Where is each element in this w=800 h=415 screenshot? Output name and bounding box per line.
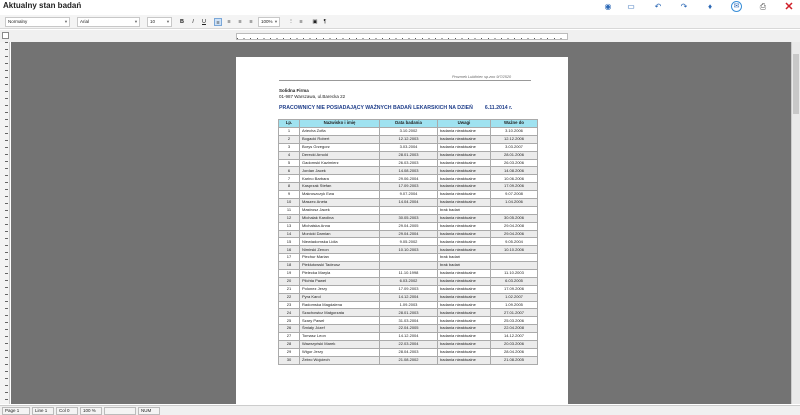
scrollbar-thumb[interactable] <box>793 54 799 114</box>
page-icon[interactable]: ▭ <box>627 2 635 11</box>
cell-notes: badania nieaktualne <box>438 285 491 293</box>
cell-notes: badania nieaktualne <box>438 159 491 167</box>
table-row <box>279 206 538 214</box>
cell-date: 6.03.2002 <box>380 277 438 285</box>
cell-valid-until: 10.10.2006 <box>491 246 538 254</box>
close-icon[interactable]: ✕ <box>784 1 794 13</box>
cell-lp: 20 <box>279 277 300 285</box>
insert-object-icon[interactable]: ▣ <box>312 19 318 25</box>
vertical-scrollbar[interactable] <box>791 42 800 404</box>
cell-date: 12.12.2003 <box>380 135 438 143</box>
tab-stop-selector[interactable] <box>2 32 9 39</box>
cell-valid-until: 14.12.2007 <box>491 333 538 341</box>
cell-date: 1.09.2003 <box>380 301 438 309</box>
cell-name: Tomasz Leon <box>300 333 380 341</box>
header-stamp: Prozmek Lubliniec sp.zoo 9/7/2520 <box>452 75 512 79</box>
cell-valid-until <box>491 254 538 262</box>
cell-date <box>380 254 438 262</box>
cell-lp: 19 <box>279 270 300 278</box>
undo-icon[interactable]: ↶ <box>654 2 662 11</box>
redo-icon[interactable]: ↷ <box>680 2 688 11</box>
cell-valid-until: 26.03.2006 <box>491 159 538 167</box>
cell-notes: badania nieaktualne <box>438 301 491 309</box>
italic-button[interactable]: I <box>192 19 194 25</box>
table-row <box>279 293 538 301</box>
table-row <box>279 262 538 270</box>
cell-valid-until: 9.05.2004 <box>491 238 538 246</box>
underline-button[interactable]: U <box>202 19 206 25</box>
cell-lp: 17 <box>279 254 300 262</box>
cell-date: 3.03.2004 <box>380 143 438 151</box>
cell-notes: badania nieaktualne <box>438 230 491 238</box>
cell-date: 10.10.2003 <box>380 246 438 254</box>
cell-lp: 24 <box>279 309 300 317</box>
cell-valid-until <box>491 262 538 270</box>
zoom-select[interactable] <box>258 17 280 27</box>
table-row <box>279 135 538 143</box>
pilcrow-icon[interactable]: ¶ <box>323 19 327 25</box>
heading-date: 6.11.2014 r. <box>484 105 513 111</box>
cell-lp: 21 <box>279 285 300 293</box>
vertical-ruler <box>0 42 10 404</box>
print-icon[interactable]: ⎙ <box>759 2 767 11</box>
cell-notes: badania nieaktualne <box>438 317 491 325</box>
cell-notes: badania nieaktualne <box>438 277 491 285</box>
cell-notes: badania nieaktualne <box>438 222 491 230</box>
cell-name: Pyra Karol <box>300 293 380 301</box>
cell-name: Gadomski Kazimierz <box>300 159 380 167</box>
font-size-select[interactable] <box>147 17 172 27</box>
mail-icon[interactable]: ✉ <box>731 1 742 12</box>
cell-date: 14.12.2004 <box>380 293 438 301</box>
cell-name: Szachowicz Małgorzata <box>300 309 380 317</box>
cell-date: 22.03.2004 <box>380 341 438 349</box>
table-row <box>279 151 538 159</box>
font-value: Arial <box>80 19 90 24</box>
table-row <box>279 238 538 246</box>
cell-lp: 15 <box>279 238 300 246</box>
cell-notes: badania nieaktualne <box>438 175 491 183</box>
cell-notes: badania nieaktualne <box>438 270 491 278</box>
table-row <box>279 270 538 278</box>
cell-date: 14.04.2004 <box>380 199 438 207</box>
status-blank <box>104 407 136 415</box>
status-num: NUM <box>138 407 160 415</box>
status-line: Line 1 <box>32 407 54 415</box>
cell-name: Derecki Arnold <box>300 151 380 159</box>
cell-valid-until: 28.01.2006 <box>491 151 538 159</box>
cell-notes: badania nieaktualne <box>438 143 491 151</box>
chevron-down-icon: ▼ <box>64 19 68 24</box>
cell-valid-until: 1.09.2005 <box>491 301 538 309</box>
company-block <box>279 88 345 99</box>
cell-lp: 16 <box>279 246 300 254</box>
cell-notes: brak badań <box>438 254 491 262</box>
cell-name: Karino Barbara <box>300 175 380 183</box>
cell-date: 11.10.1998 <box>380 270 438 278</box>
table-row <box>279 325 538 333</box>
cell-name: Nimirski Zenon <box>300 246 380 254</box>
cell-lp: 7 <box>279 175 300 183</box>
style-value: Normalny <box>8 19 28 24</box>
cell-name: Piechur Marian <box>300 254 380 262</box>
cell-notes: badania nieaktualne <box>438 348 491 356</box>
status-col: Col 0 <box>56 407 78 415</box>
zoom-value: 100% <box>261 19 273 24</box>
cell-date: 17.09.2003 <box>380 183 438 191</box>
cell-name: Pilchta Paweł <box>300 277 380 285</box>
cell-name: Michalak Karolina <box>300 214 380 222</box>
table-row <box>279 159 538 167</box>
cell-valid-until: 25.03.2006 <box>491 317 538 325</box>
cell-name: Makroszczyk Ewa <box>300 191 380 199</box>
cell-lp: 6 <box>279 167 300 175</box>
table-row <box>279 143 538 151</box>
table-row <box>279 230 538 238</box>
cell-valid-until: 22.04.2008 <box>491 325 538 333</box>
status-bar <box>0 405 800 415</box>
cell-lp: 25 <box>279 317 300 325</box>
cell-lp: 10 <box>279 199 300 207</box>
style-select[interactable] <box>5 17 70 27</box>
column-header-name: Nazwisko i imię <box>300 120 380 128</box>
cell-valid-until: 3.10.2006 <box>491 128 538 136</box>
cell-valid-until: 1.02.2007 <box>491 293 538 301</box>
cell-notes: badania nieaktualne <box>438 293 491 301</box>
cell-valid-until: 3.03.2007 <box>491 143 538 151</box>
cell-name: Borys Grzegorz <box>300 143 380 151</box>
table-row <box>279 167 538 175</box>
cell-valid-until <box>491 206 538 214</box>
table-row <box>279 348 538 356</box>
cell-lp: 23 <box>279 301 300 309</box>
table-row <box>279 222 538 230</box>
column-header-notes: Uwagi <box>438 120 491 128</box>
table-header-row <box>279 120 538 128</box>
header-line <box>279 80 531 81</box>
cell-notes: badania nieaktualne <box>438 356 491 364</box>
table-row <box>279 183 538 191</box>
cell-date: 26.03.2003 <box>380 159 438 167</box>
company-address: 01-987 Warszawa, ul.Barecka 22 <box>279 93 346 99</box>
table-row <box>279 199 538 207</box>
cell-name: Radomska Magdalena <box>300 301 380 309</box>
cell-valid-until: 29.04.2006 <box>491 230 538 238</box>
chevron-down-icon: ▼ <box>274 19 278 24</box>
cell-name: Żebro Wojciech <box>300 356 380 364</box>
cell-date <box>380 262 438 270</box>
cell-date: 30.05.2003 <box>380 214 438 222</box>
cell-valid-until: 21.08.2005 <box>491 356 538 364</box>
cell-notes: badania nieaktualne <box>438 128 491 136</box>
cell-valid-until: 10.06.2006 <box>491 175 538 183</box>
cell-name: Śmiały Józef <box>300 325 380 333</box>
title-bar <box>0 0 800 14</box>
cell-notes: badania nieaktualne <box>438 333 491 341</box>
cell-valid-until: 27.01.2007 <box>491 309 538 317</box>
cell-valid-until: 28.04.2006 <box>491 348 538 356</box>
cell-lp: 3 <box>279 143 300 151</box>
company-name: Solidna Firma <box>279 88 309 93</box>
cell-valid-until: 11.10.2003 <box>491 270 538 278</box>
font-size-value: 10 <box>150 19 156 24</box>
align-center-icon[interactable]: ≡ <box>227 19 231 25</box>
cell-date: 29.06.2004 <box>380 175 438 183</box>
cell-lp: 11 <box>279 206 300 214</box>
cell-notes: badania nieaktualne <box>438 238 491 246</box>
table-row <box>279 301 538 309</box>
cell-date: 9.05.2002 <box>380 238 438 246</box>
cell-lp: 1 <box>279 128 300 136</box>
cell-notes: brak badań <box>438 206 491 214</box>
cell-lp: 18 <box>279 262 300 270</box>
cell-name: Mastrosz Jacek <box>300 206 380 214</box>
cell-name: Kasprzak Stefan <box>300 183 380 191</box>
cell-notes: badania nieaktualne <box>438 341 491 349</box>
cell-notes: badania nieaktualne <box>438 191 491 199</box>
cell-name: Niewiadomska Lidia <box>300 238 380 246</box>
table-row <box>279 317 538 325</box>
cell-notes: badania nieaktualne <box>438 199 491 207</box>
table-row <box>279 341 538 349</box>
cell-name: Wawrzyński Marek <box>300 341 380 349</box>
report-heading <box>279 105 512 111</box>
cell-lp: 4 <box>279 151 300 159</box>
cell-notes: badania nieaktualne <box>438 183 491 191</box>
cell-lp: 8 <box>279 183 300 191</box>
window-title: Aktualny stan badań <box>3 1 82 10</box>
cell-date: 3.10.2002 <box>380 128 438 136</box>
cell-date: 14.08.2003 <box>380 167 438 175</box>
cell-name: Maszec Aneta <box>300 199 380 207</box>
bullet-list-icon[interactable]: ⋮ <box>288 19 294 25</box>
binoculars-icon[interactable]: ◉ <box>604 2 612 11</box>
cell-notes: badania nieaktualne <box>438 135 491 143</box>
cell-lp: 29 <box>279 348 300 356</box>
align-right-icon[interactable]: ≡ <box>238 19 242 25</box>
cell-date: 28.01.2003 <box>380 151 438 159</box>
font-select[interactable] <box>77 17 140 27</box>
formatting-toolbar <box>0 15 800 29</box>
cell-date: 28.04.2003 <box>380 348 438 356</box>
cell-name: Pielecka Maryla <box>300 270 380 278</box>
cell-date: 17.09.2003 <box>380 285 438 293</box>
cell-name: Monicki Damian <box>300 230 380 238</box>
cell-valid-until: 29.04.2008 <box>491 222 538 230</box>
heading-text: PRACOWNICY NIE POSIADAJĄCY WAŻNYCH BADAŃ LEKARSKICH NA DZIEŃ <box>279 105 473 111</box>
cell-valid-until: 20.03.2006 <box>491 341 538 349</box>
cell-notes: badania nieaktualne <box>438 309 491 317</box>
cell-valid-until: 9.07.2008 <box>491 191 538 199</box>
table-row <box>279 356 538 364</box>
cell-name: Pieklutowski Tadeusz <box>300 262 380 270</box>
cell-lp: 12 <box>279 214 300 222</box>
export-icon[interactable]: ♦ <box>707 2 713 11</box>
cell-notes: badania nieaktualne <box>438 151 491 159</box>
cell-notes: badania nieaktualne <box>438 167 491 175</box>
cell-valid-until: 30.05.2006 <box>491 214 538 222</box>
cell-notes: badania nieaktualne <box>438 246 491 254</box>
table-row <box>279 309 538 317</box>
cell-lp: 22 <box>279 293 300 301</box>
cell-lp: 30 <box>279 356 300 364</box>
cell-name: Bogacki Robert <box>300 135 380 143</box>
cell-notes: badania nieaktualne <box>438 214 491 222</box>
column-header-lp: Lp. <box>279 120 300 128</box>
cell-date: 9.07.2004 <box>380 191 438 199</box>
cell-lp: 13 <box>279 222 300 230</box>
table-row <box>279 246 538 254</box>
column-header-date: Data badania <box>380 120 438 128</box>
cell-notes: badania nieaktualne <box>438 325 491 333</box>
align-left-icon[interactable]: ≡ <box>214 18 222 26</box>
table-row <box>279 175 538 183</box>
employees-table <box>278 119 538 365</box>
table-row <box>279 214 538 222</box>
bold-button[interactable]: B <box>180 19 184 25</box>
cell-date: 14.12.2004 <box>380 333 438 341</box>
column-header-valid-until: Ważne do <box>491 120 538 128</box>
cell-name: Szary Paweł <box>300 317 380 325</box>
cell-lp: 2 <box>279 135 300 143</box>
cell-lp: 28 <box>279 341 300 349</box>
cell-name: Michalska Anna <box>300 222 380 230</box>
cell-date: 29.04.2005 <box>380 222 438 230</box>
chevron-down-icon: ▼ <box>166 19 170 24</box>
cell-name: Polonez Jerzy <box>300 285 380 293</box>
table-row <box>279 277 538 285</box>
cell-valid-until: 12.12.2006 <box>491 135 538 143</box>
cell-name: Wigor Jerzy <box>300 348 380 356</box>
cell-lp: 27 <box>279 333 300 341</box>
horizontal-ruler[interactable] <box>236 33 568 40</box>
cell-lp: 14 <box>279 230 300 238</box>
cell-lp: 5 <box>279 159 300 167</box>
status-page: Page 1 <box>2 407 30 415</box>
cell-date: 21.08.2002 <box>380 356 438 364</box>
cell-valid-until: 6.03.2005 <box>491 277 538 285</box>
table-row <box>279 254 538 262</box>
cell-name: Jordan Jacek <box>300 167 380 175</box>
status-zoom: 100 % <box>80 407 102 415</box>
cell-valid-until: 14.08.2006 <box>491 167 538 175</box>
numbered-list-icon[interactable]: ≡ <box>299 19 303 25</box>
table-row <box>279 191 538 199</box>
cell-date <box>380 206 438 214</box>
cell-name: Ariecha Zofia <box>300 128 380 136</box>
cell-valid-until: 1.04.2006 <box>491 199 538 207</box>
table-row <box>279 333 538 341</box>
cell-date: 31.03.2004 <box>380 317 438 325</box>
cell-date: 29.04.2004 <box>380 230 438 238</box>
table-row <box>279 128 538 136</box>
cell-lp: 26 <box>279 325 300 333</box>
justify-icon[interactable]: ≡ <box>249 19 253 25</box>
cell-date: 28.01.2003 <box>380 309 438 317</box>
cell-date: 22.04.2005 <box>380 325 438 333</box>
cell-valid-until: 17.09.2006 <box>491 285 538 293</box>
chevron-down-icon: ▼ <box>134 19 138 24</box>
cell-notes: brak badań <box>438 262 491 270</box>
cell-lp: 9 <box>279 191 300 199</box>
cell-valid-until: 17.09.2006 <box>491 183 538 191</box>
table-row <box>279 285 538 293</box>
